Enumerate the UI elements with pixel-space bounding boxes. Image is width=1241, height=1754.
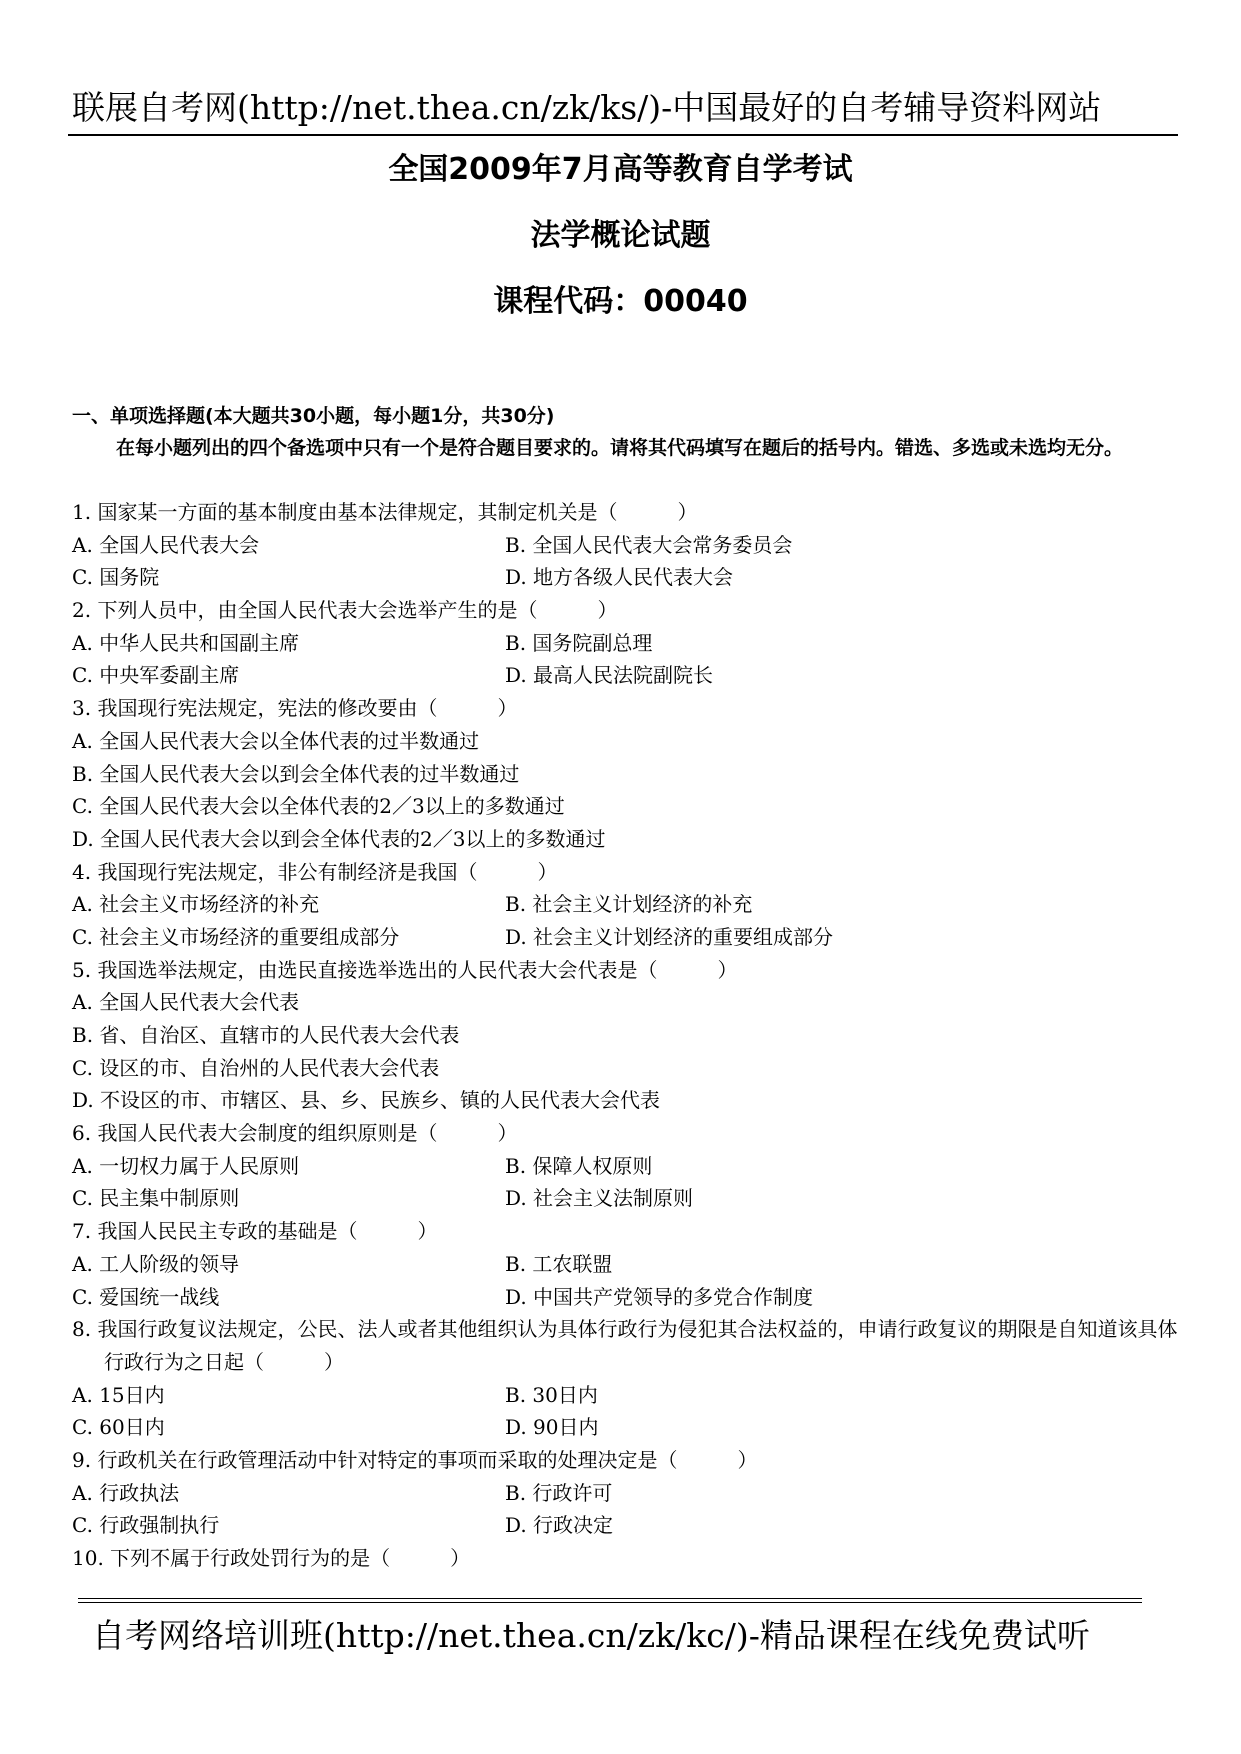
options-row [72,1150,1182,1183]
question-4: 4. 我国现行宪法规定，非公有制经济是我国（ ） [72,859,558,884]
option-b: B. 行政许可 [505,1480,613,1505]
question-3: 3. 我国现行宪法规定，宪法的修改要由（ ） [72,696,518,721]
option-c: C. 行政强制执行 [72,1513,220,1538]
question-1: 1. 国家某一方面的基本制度由基本法律规定，其制定机关是（ ） [72,500,698,524]
option-c: C. 民主集中制原则 [72,1186,240,1211]
option-a: A. 全国人民代表大会 [72,532,260,557]
option-a: A. 社会主义市场经济的补充 [72,892,320,917]
option-b: B. 社会主义计划经济的补充 [505,892,753,917]
question-10: 10. 下列不属于行政处罚行为的是（ ） [72,1546,471,1571]
option-d: D. 全国人民代表大会以到会全体代表的2／3以上的多数通过 [72,826,606,851]
option-d: D. 90日内 [505,1415,599,1440]
option-a: A. 工人阶级的领导 [72,1251,240,1276]
option-b: B. 全国人民代表大会以到会全体代表的过半数通过 [72,761,520,786]
question-9: 9. 行政机关在行政管理活动中针对特定的事项而采取的处理决定是（ ） [72,1447,758,1472]
option-c: C. 60日内 [72,1415,165,1440]
question-6: 6. 我国人民代表大会制度的组织原则是（ ） [72,1121,518,1146]
course-code: 课程代码：00040 [493,284,748,319]
option-c: C. 全国人民代表大会以全体代表的2／3以上的多数通过 [72,794,565,819]
option-a: A. 一切权力属于人民原则 [72,1153,300,1178]
question-list [72,496,1182,1575]
option-a: A. 15日内 [72,1382,165,1407]
options-row [72,529,1182,562]
footer-banner: 自考网络培训班(http://net.thea.cn/zk/kc/)-精品课程在线免费试听 [92,1616,1090,1655]
option-a: A. 中华人民共和国副主席 [72,630,300,655]
option-d: D. 中国共产党领导的多党合作制度 [505,1284,814,1309]
options-row [72,1509,1182,1542]
question-5: 5. 我国选举法规定，由选民直接选举选出的人民代表大会代表是（ ） [72,957,738,982]
options-row [72,1411,1182,1444]
header-divider [68,134,1178,136]
option-d: D. 行政决定 [505,1513,614,1538]
option-c: C. 中央军委副主席 [72,663,240,688]
options-row [72,1281,1182,1314]
option-c: C. 设区的市、自治州的人民代表大会代表 [72,1055,440,1080]
options-row [72,1379,1182,1412]
header-banner: 联展自考网(http://net.thea.cn/zk/ks/)-中国最好的自考辅导资料网站 [72,88,1102,127]
option-a: A. 行政执法 [72,1480,180,1505]
options-row [72,1477,1182,1510]
options-row [72,1248,1182,1281]
section-heading: 一、单项选择题(本大题共30小题，每小题1分，共30分) [72,405,555,427]
options-row [72,659,1182,692]
option-c: C. 爱国统一战线 [72,1284,220,1309]
option-d: D. 地方各级人民代表大会 [505,565,734,590]
option-d: D. 最高人民法院副院长 [505,663,714,688]
option-d: D. 社会主义计划经济的重要组成部分 [505,924,834,949]
option-b: B. 国务院副总理 [505,630,653,655]
option-a: A. 全国人民代表大会代表 [72,990,300,1015]
exam-subject: 法学概论试题 [530,218,711,253]
option-c: C. 社会主义市场经济的重要组成部分 [72,924,400,949]
option-d: D. 社会主义法制原则 [505,1186,694,1211]
section-instruction: 在每小题列出的四个备选项中只有一个是符合题目要求的。请将其代码填写在题后的括号内。错选、多选或未选均无分。 [116,437,1124,459]
option-b: B. 30日内 [505,1382,598,1407]
question-7: 7. 我国人民民主专政的基础是（ ） [72,1219,438,1244]
question-2: 2. 下列人员中，由全国人民代表大会选举产生的是（ ） [72,598,618,623]
option-b: B. 全国人民代表大会常务委员会 [505,532,793,557]
footer-divider [78,1598,1142,1603]
option-b: B. 省、自治区、直辖市的人民代表大会代表 [72,1023,460,1047]
options-row [72,888,1182,921]
exam-title: 全国2009年7月高等教育自学考试 [388,152,853,187]
option-a: A. 全国人民代表大会以全体代表的过半数通过 [72,728,480,753]
question-8: 8. 我国行政复议法规定，公民、法人或者其他组织认为具体行政行为侵犯其合法权益的，申请行政复议的期限是自知道该具体行政行为之日起（ ） [72,1317,1178,1374]
options-row [72,627,1182,660]
options-row [72,921,1182,954]
options-row [72,561,1182,594]
options-row [72,1182,1182,1215]
option-b: B. 保障人权原则 [505,1153,653,1178]
option-b: B. 工农联盟 [505,1251,613,1276]
option-d: D. 不设区的市、市辖区、县、乡、民族乡、镇的人民代表大会代表 [72,1088,661,1113]
option-c: C. 国务院 [72,565,160,590]
